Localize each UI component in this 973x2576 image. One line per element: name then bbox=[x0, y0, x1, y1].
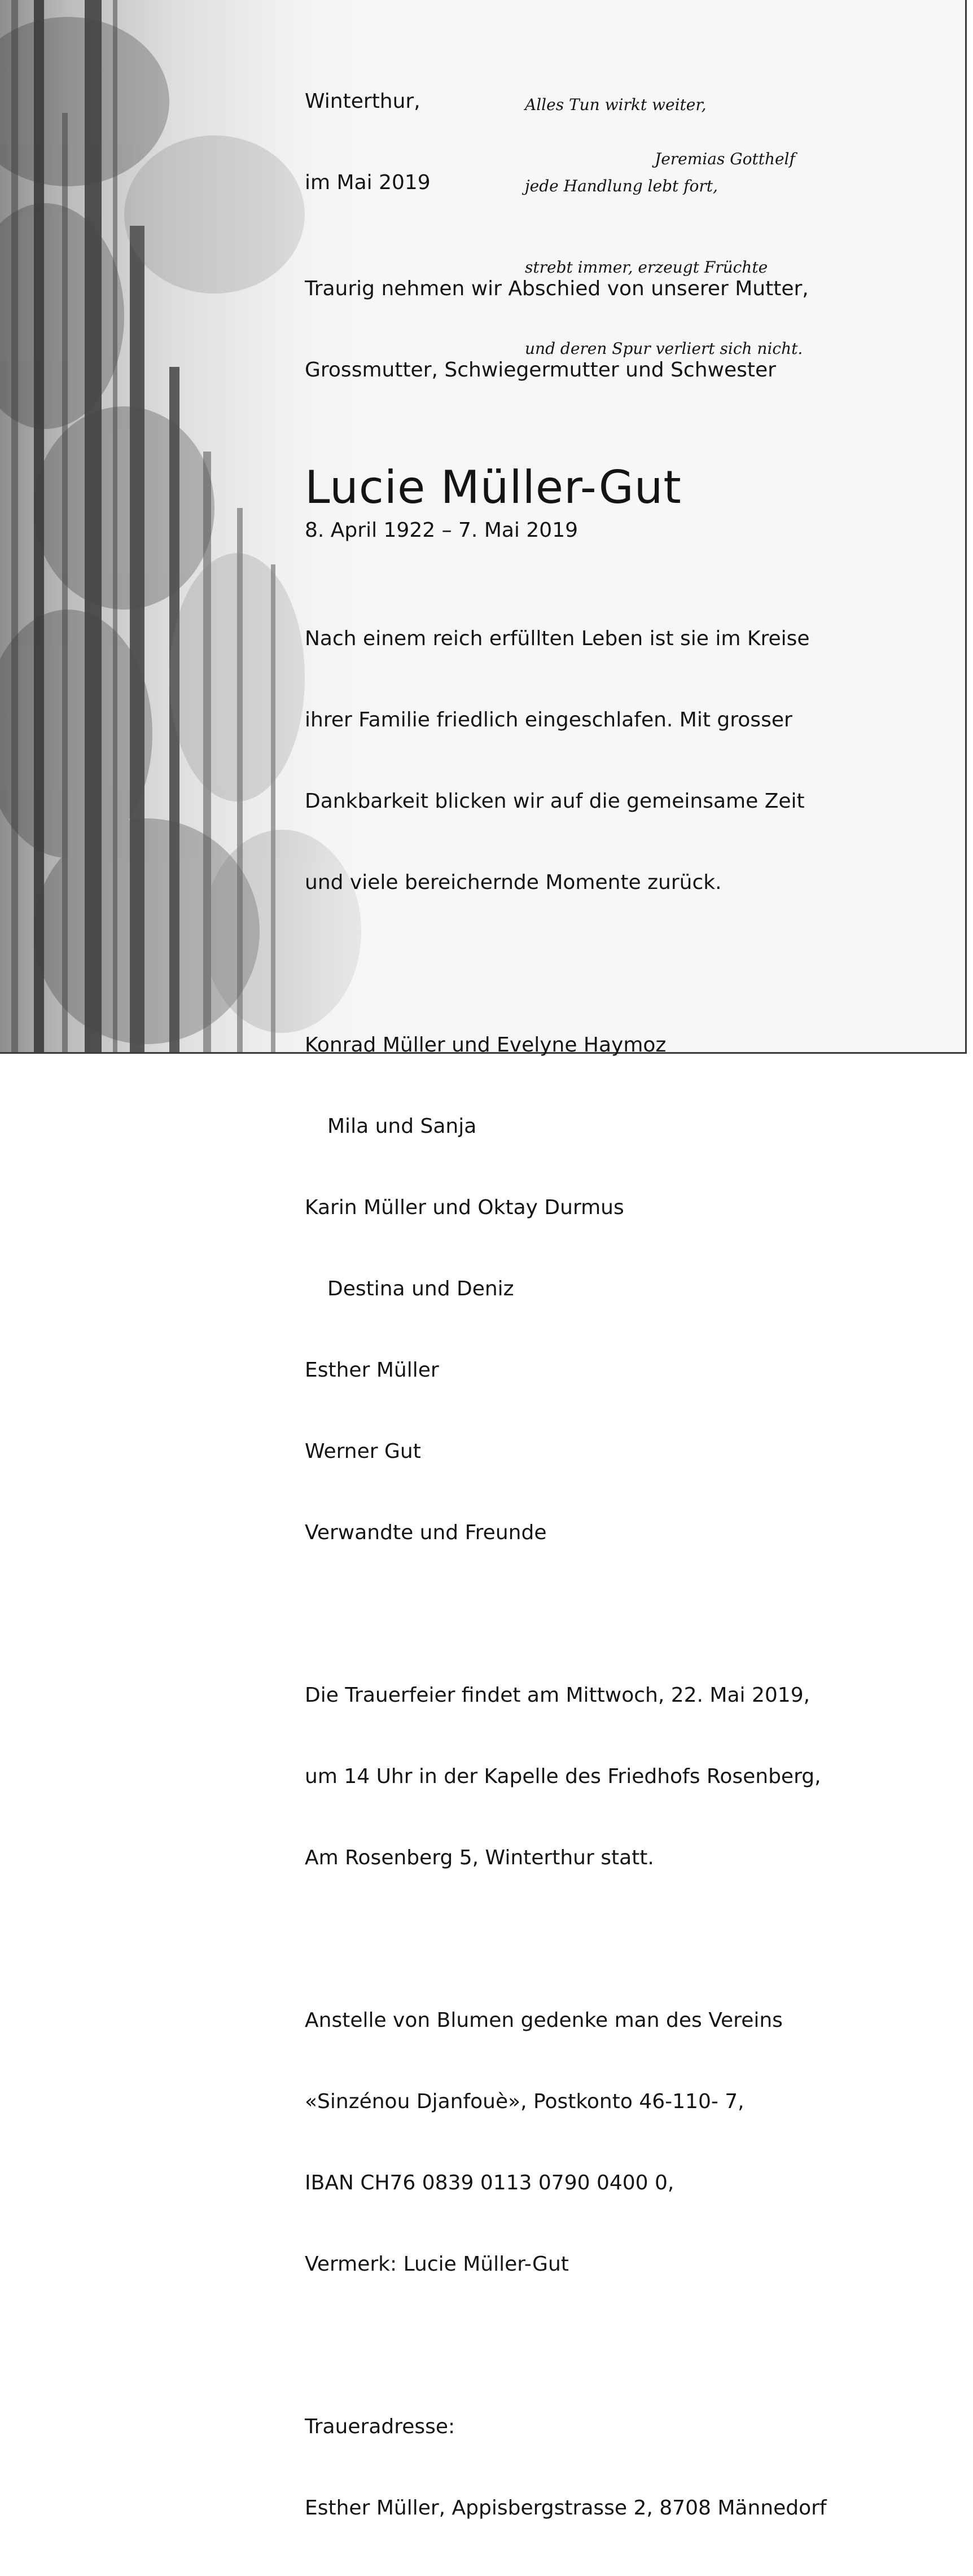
mourners-list bbox=[305, 978, 943, 1601]
ceremony-line: Am Rosenberg 5, Winterthur statt. bbox=[305, 1846, 654, 1869]
mourner: Verwandte und Freunde bbox=[305, 1521, 547, 1544]
ceremony-line: Die Trauerfeier findet am Mittwoch, 22. Mai 2019, bbox=[305, 1684, 810, 1707]
message-line: und viele bereichernde Momente zurück. bbox=[305, 871, 722, 894]
quote-author: Jeremias Gotthelf bbox=[655, 150, 795, 168]
mourner: Karin Müller und Oktay Durmus bbox=[305, 1196, 624, 1219]
quote-line: und deren Spur verliert sich nicht. bbox=[525, 339, 803, 358]
address-value: Esther Müller, Appisbergstrasse 2, 8708 Männedorf bbox=[305, 2496, 827, 2520]
life-dates: 8. April 1922 – 7. Mai 2019 bbox=[305, 519, 578, 542]
date: im Mai 2019 bbox=[305, 171, 431, 194]
donation-line: IBAN CH76 0839 0113 0790 0400 0, bbox=[305, 2171, 674, 2194]
mourner: Konrad Müller und Evelyne Haymoz bbox=[305, 1033, 667, 1057]
message-line: ihrer Familie friedlich eingeschlafen. Mit grosser bbox=[305, 708, 792, 731]
donation-line: Vermerk: Lucie Müller-Gut bbox=[305, 2253, 569, 2276]
donation-line: «Sinzénou Djanfouè», Postkonto 46-110- 7, bbox=[305, 2090, 744, 2113]
mourner: Esther Müller bbox=[305, 1359, 439, 1382]
donation-info bbox=[305, 1953, 943, 2332]
message-text bbox=[305, 571, 943, 950]
ceremony-line: um 14 Uhr in der Kapelle des Friedhofs Rosenberg, bbox=[305, 1765, 821, 1788]
message-line: Dankbarkeit blicken wir auf die gemeinsame Zeit bbox=[305, 790, 805, 813]
deceased-name: Lucie Müller-Gut bbox=[305, 461, 682, 514]
intro-line: Traurig nehmen wir Abschied von unserer Mutter, bbox=[305, 277, 809, 300]
intro-line: Grossmutter, Schwiegermutter und Schwester bbox=[305, 358, 776, 382]
ceremony-info bbox=[305, 1628, 943, 1926]
address-label: Traueradresse: bbox=[305, 2415, 455, 2438]
mourning-address bbox=[305, 2359, 943, 2576]
message-line: Nach einem reich erfüllten Leben ist sie im Kreise bbox=[305, 627, 810, 650]
quote bbox=[525, 37, 803, 417]
mourner: Mila und Sanja bbox=[327, 1115, 477, 1138]
notice-content bbox=[305, 34, 943, 2576]
quote-line: jede Handlung lebt fort, bbox=[525, 177, 718, 195]
quote-line: Alles Tun wirkt weiter, bbox=[525, 95, 707, 114]
place: Winterthur, bbox=[305, 90, 420, 113]
donation-line: Anstelle von Blumen gedenke man des Vereins bbox=[305, 2009, 783, 2032]
place-date bbox=[305, 34, 431, 251]
mourner: Destina und Deniz bbox=[327, 1277, 514, 1300]
mourner: Werner Gut bbox=[305, 1440, 421, 1463]
quote-line: strebt immer, erzeugt Früchte bbox=[525, 258, 768, 277]
